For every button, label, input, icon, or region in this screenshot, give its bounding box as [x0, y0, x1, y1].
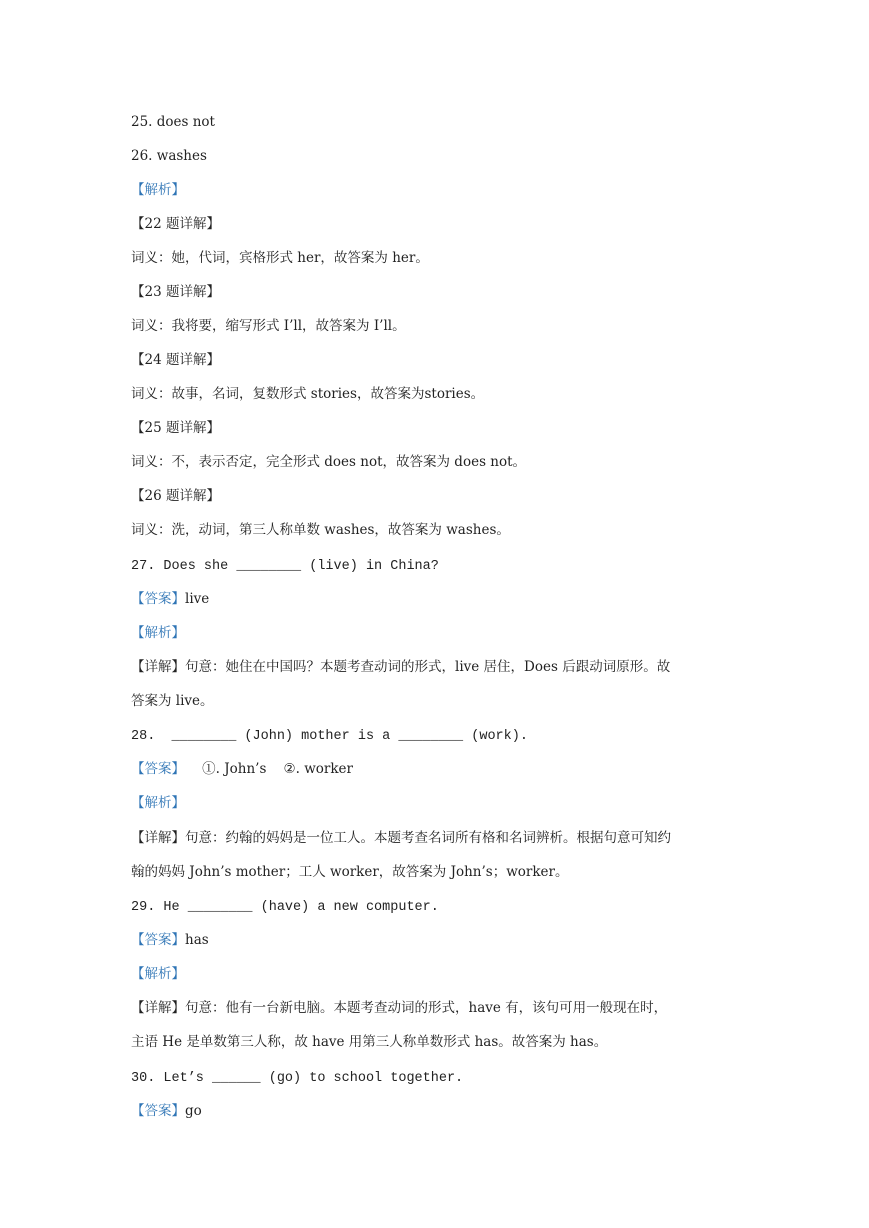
line-text: 答案为 live。 [131, 693, 214, 709]
analysis-tag: 【解析】 [131, 966, 185, 982]
question-30 [131, 1066, 751, 1088]
question-27 [131, 554, 751, 576]
detail-28-line-1 [131, 827, 751, 849]
line-text: 【26 题详解】 [131, 488, 220, 504]
explanation-24 [131, 383, 751, 405]
line-text: 25. does not [131, 114, 215, 130]
answer-29 [131, 929, 751, 951]
analysis-tag: 【解析】 [131, 182, 185, 198]
explanation-23 [131, 315, 751, 337]
answer-text: live [185, 591, 210, 607]
detail-29-line-2 [131, 1031, 751, 1053]
question-28 [131, 724, 751, 746]
line-text: 词义：不，表示否定，完全形式 does not，故答案为 does not。 [131, 454, 527, 470]
detail-27-line-2 [131, 690, 751, 712]
answer-line-26 [131, 145, 751, 167]
question-text: 30. Let’s ______ (go) to school together. [131, 1071, 464, 1086]
line-text: 【23 题详解】 [131, 284, 220, 300]
explanation-22 [131, 247, 751, 269]
detail-28-line-2 [131, 861, 751, 883]
analysis-tag: 【解析】 [131, 625, 185, 641]
detail-heading-26 [131, 485, 751, 507]
line-text: 主语 He 是单数第三人称，故 have 用第三人称单数形式 has。故答案为 has。 [131, 1034, 608, 1050]
line-text: 词义：洗，动词，第三人称单数 washes，故答案为 washes。 [131, 522, 510, 538]
answer-text: go [185, 1103, 202, 1119]
detail-27-line-1 [131, 656, 751, 678]
analysis-heading [131, 179, 751, 201]
detail-heading-23 [131, 281, 751, 303]
analysis-27 [131, 622, 751, 644]
answer-30 [131, 1100, 751, 1122]
line-text: 【详解】句意：他有一台新电脑。本题考查动词的形式，have 有，该句可用一般现在时， [131, 1000, 668, 1016]
line-text: 【详解】句意：她住在中国吗？本题考查动词的形式，live 居住，Does 后跟动词原形。故 [131, 659, 671, 675]
explanation-25 [131, 451, 751, 473]
answer-line-25 [131, 111, 751, 133]
detail-heading-24 [131, 349, 751, 371]
line-text: 【22 题详解】 [131, 216, 220, 232]
answer-28 [131, 758, 751, 780]
line-text: 词义：我将要，缩写形式 I’ll，故答案为 I’ll。 [131, 318, 406, 334]
analysis-28 [131, 792, 751, 814]
answer-text: ①. John’s ②. worker [185, 761, 354, 777]
explanation-26 [131, 519, 751, 541]
question-29 [131, 895, 751, 917]
question-text: 29. He ________ (have) a new computer. [131, 900, 439, 915]
detail-heading-22 [131, 213, 751, 235]
answer-tag: 【答案】 [131, 761, 185, 777]
detail-heading-25 [131, 417, 751, 439]
line-text: 词义：她，代词，宾格形式 her，故答案为 her。 [131, 250, 429, 266]
line-text: 【24 题详解】 [131, 352, 220, 368]
line-text: 词义：故事，名词，复数形式 stories，故答案为stories。 [131, 386, 485, 402]
question-text: 27. Does she ________ (live) in China? [131, 559, 439, 574]
answer-27 [131, 588, 751, 610]
question-text: 28. ________ (John) mother is a ________ (work). [131, 729, 528, 744]
answer-tag: 【答案】 [131, 932, 185, 948]
analysis-tag: 【解析】 [131, 795, 185, 811]
answer-tag: 【答案】 [131, 591, 185, 607]
line-text: 【详解】句意：约翰的妈妈是一位工人。本题考查名词所有格和名词辨析。根据句意可知约 [131, 830, 671, 846]
detail-29-line-1 [131, 997, 751, 1019]
line-text: 翰的妈妈 John’s mother；工人 worker，故答案为 John’s；worker。 [131, 864, 569, 880]
analysis-29 [131, 963, 751, 985]
line-text: 26. washes [131, 148, 207, 164]
answer-text: has [185, 932, 209, 948]
answer-tag: 【答案】 [131, 1103, 185, 1119]
line-text: 【25 题详解】 [131, 420, 220, 436]
